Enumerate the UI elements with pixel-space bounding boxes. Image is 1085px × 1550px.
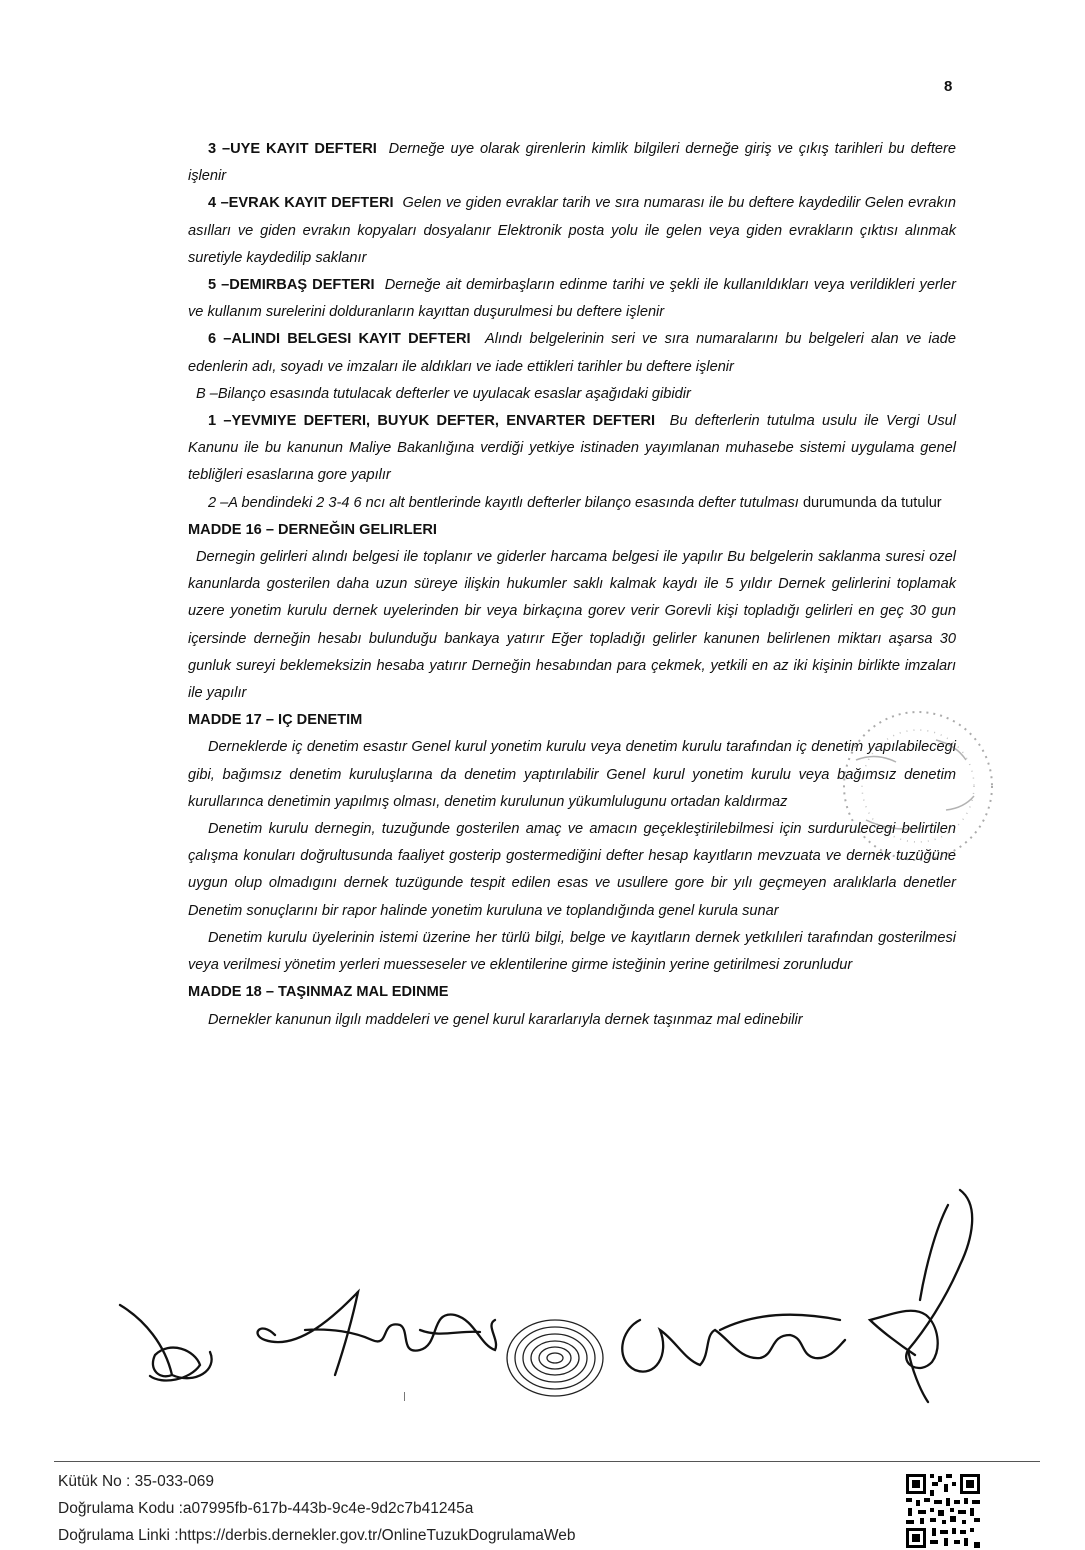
seal-stamp-icon [826,700,1006,870]
paragraph-title: 6 –ALINDI BELGESI KAYIT DEFTERI [208,331,471,348]
paragraph-text: 2 –A bendindeki 2 3-4 6 ncı alt bentlerinde kayıtlı defterler bilanço esasında defter tutulması [208,494,799,511]
paragraph-alindi-belgesi [188,326,956,380]
qr-code-icon[interactable] [904,1472,982,1550]
paragraph-title: 5 –DEMIRBAŞ DEFTERI [208,277,375,294]
paragraph-a-bendi [188,490,956,517]
paragraph-ic-denetim-3 [188,925,956,979]
paragraph-text: B –Bilanço esasında tutulacak defterler ve uyulacak esaslar aşağıdaki gibidir [196,385,691,402]
paragraph-text-plain: durumunda da tutulur [802,494,942,511]
paragraph-title: 4 –EVRAK KAYIT DEFTERI [208,195,394,212]
heading-madde-17: MADDE 17 – IÇ DENETIM [188,712,363,729]
paragraph-text: Denetim kurulu üyelerinin istemi üzerine her türlü bilgi, belge ve kayıtların dernek yetkılıleri tarafından gosterilmesi veya verilmesi yönetim yerleri muesseseler ve eklentilerine girme isteğinin yerine getirilmesi zorunludur [188,929,956,974]
footer-divider [54,1461,1040,1462]
paragraph-text: Dernekler kanunun ilgılı maddeleri ve genel kurul kararlarıyla dernek taşınmaz mal edinebilir [208,1011,803,1028]
signature-icon [100,1180,1000,1420]
paragraph-text: Derneklerde iç denetim esastır Genel kurul yonetim kurulu veya denetim kurulu tarafından iç denetim yapılabilecegi gibi, bağımsız denetim kuruluşlarına da denetim yaptırılabilir Genel kurul yonetim kurulu veya bağımsız denetim kurullarınca denetimin yapılmış olması, denetim kurulunun yükumlulugunu ortadan kaldırmaz [188,739,956,810]
paragraph-tasinmaz [188,1007,956,1034]
paragraph-title: 1 –YEVMIYE DEFTERI, BUYUK DEFTER, ENVARTER DEFTERI [208,413,656,430]
paragraph-title: 3 –UYE KAYIT DEFTERI [208,141,377,157]
paragraph-text: Alındı belgelerinin seri ve sıra numaralarını bu belgeleri alan ve iade edenlerin adı, soyadı ve imzaları ile aldıkları ve iade ettikleri tarihler bu deftere işlenir [188,331,957,375]
paragraph-yevmiye [188,408,956,490]
dogrulama-kodu: Doğrulama Kodu :a07995fb-617b-443b-9c4e-9d2c7b41245a [58,1500,474,1517]
paragraph-gelirler [188,544,956,707]
dogrulama-linki[interactable]: Doğrulama Linki :https://derbis.dernekler.gov.tr/OnlineTuzukDogrulamaWeb [58,1527,576,1544]
document-body [188,136,956,1034]
paragraph-text: Gelen ve giden evraklar tarih ve sıra numarası ile bu deftere kaydedilir Gelen evrakın asılları ve giden evrakın kopyaları dosyalanır Elektronik posta yolu ile gelen veya giden evrakların çıktısı alınmak suretiyle kaydedilip saklanır [188,195,957,266]
verification-footer [58,1468,576,1549]
paragraph-bilanco [188,381,956,408]
paragraph-demirbas [188,272,956,326]
paragraph-text: Derneğe uye olarak girenlerin kimlik bilgileri derneğe giriş ve çıkış tarihleri bu deftere işlenir [188,141,957,185]
paragraph-text: Denetim kurulu dernegin, tuzuğunde gosterilen amaç ve amacın geçekleştirilebilmesi için surdurulecegi belirtilen çalışma konuları doğrultusunda faaliyet gosterip gostermediğini defter hesap kayıtların mevzuata ve dernek tuzüğüne uygun olup olmadıgını dernek tuzügunde tespit edilen esas ve usullere gore bir yılı geçmeyen aralıklarla denetler Denetim sonuçlarını bir rapor halinde yonetim kuruluna ve toplandığında genel kurula sunar [188,821,956,919]
kutuk-no: Kütük No : 35-033-069 [58,1473,214,1490]
paragraph-uye-kayit [188,136,956,190]
page-number: 8 [944,78,953,95]
scan-mark [404,1392,405,1401]
paragraph-text: Dernegin gelirleri alındı belgesi ile toplanır ve giderler harcama belgesi ile yapılır Bu belgelerin saklanma suresi ozel kanunlarda gosterilen daha uzun süreye ilişkin hukumler saklı kalmak kaydı ile 5 yıldır Dernek gelirlerini toplamak uzere yonetim kurulu dernek uyelerinden bir veya birkaçına gorev verir Gorevli kişi topladığı gelirleri en geç 30 gun içersinde derneğin hesabı bulunduğu bankaya yatırır Eğer topladığı gelirler kanunen belirlenen miktarı aşarsa 30 gunluk sureyi beklemeksizin hesaba yatırır Derneğin hesabından para çekmek, yetkili en az iki kişinin birlikte imzaları ile yapılır [188,549,956,702]
paragraph-evrak-kayit [188,190,956,272]
paragraph-text: Derneğe ait demirbaşların edinme tarihi ve şekli ile kullanıldıkları veya verildikleri yerler ve kullanım surelerini dolduranların kayıttan duşurulmesi bu deftere işlenir [188,277,957,321]
heading-madde-18: MADDE 18 – TAŞINMAZ MAL EDINME [188,984,449,1001]
paragraph-text: Bu defterlerin tutulma usulu ile Vergi Usul Kanunu ile bu kanunun Maliye Bakanlığına verdiği yetkiye istinaden yayımlanan muhasebe sistemi uygulama genel tebliğleri esaslarına gore yapılır [188,413,956,484]
heading-madde-16: MADDE 16 – DERNEĞIN GELIRLERI [188,521,437,538]
